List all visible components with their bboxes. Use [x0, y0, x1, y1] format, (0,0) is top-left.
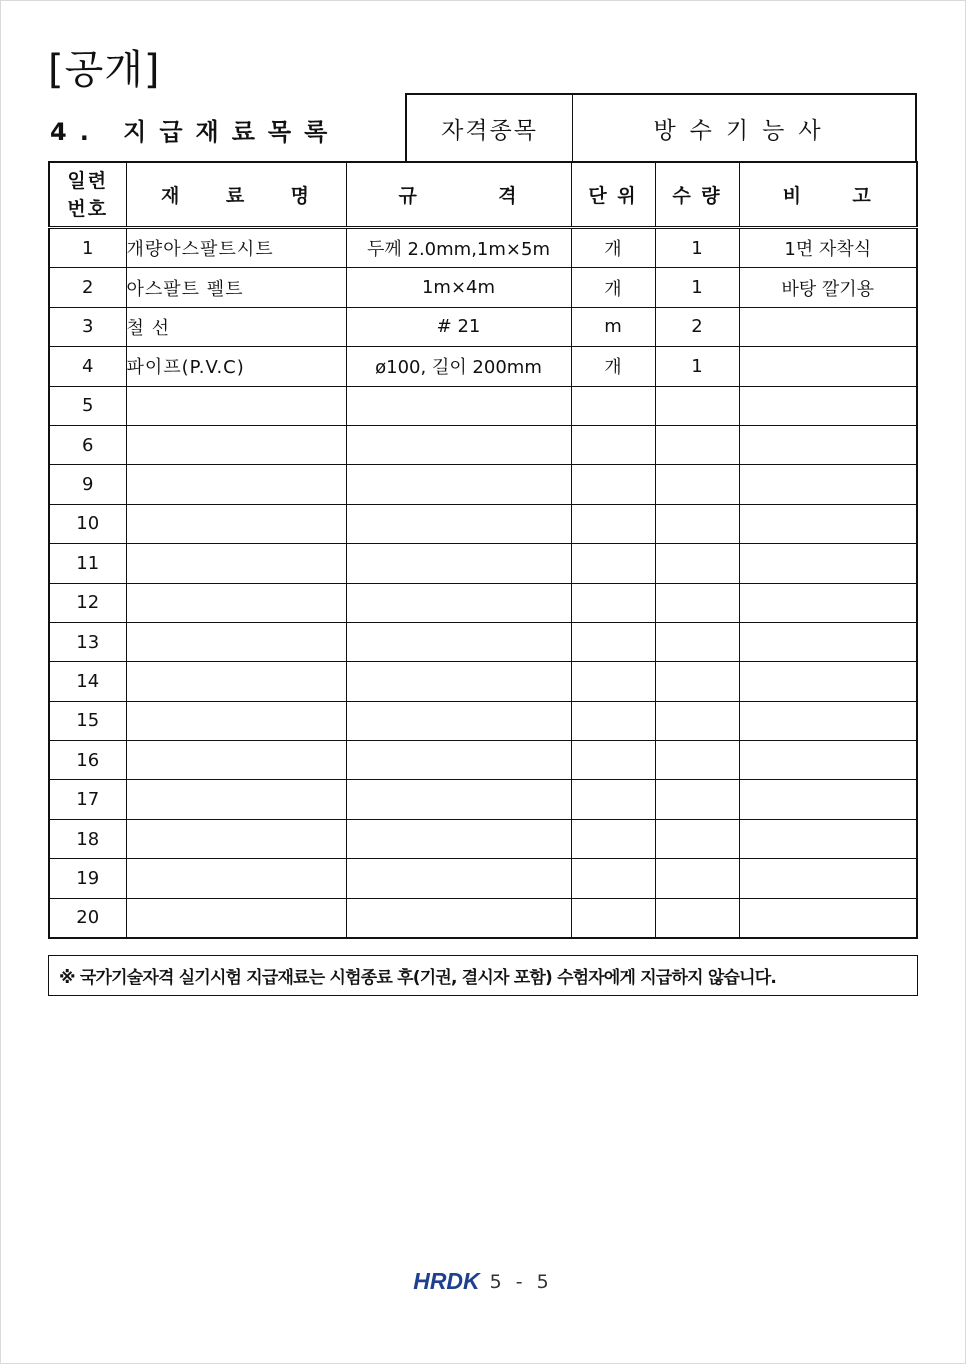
notice-box: ※ 국가기술자격 실기시험 지급재료는 시험종료 후(기권, 결시자 포함) 수험자에게 지급하지 않습니다. — [48, 955, 918, 996]
row-spec — [346, 859, 571, 898]
row-unit: m — [571, 307, 655, 346]
page-number: 5 - 5 — [489, 1270, 553, 1293]
row-serial-no: 4 — [49, 347, 126, 386]
row-material-name: 철 선 — [126, 307, 346, 346]
row-spec — [346, 504, 571, 543]
header-note-part: 비 — [782, 185, 804, 207]
row-material-name: 아스팔트 펠트 — [126, 268, 346, 307]
row-spec — [346, 465, 571, 504]
row-material-name — [126, 701, 346, 740]
table-row — [49, 819, 917, 858]
row-material-name — [126, 819, 346, 858]
row-quantity — [655, 425, 739, 464]
table-row — [49, 465, 917, 504]
row-spec — [346, 780, 571, 819]
row-note — [739, 859, 917, 898]
header-material-name-part: 료 — [225, 185, 247, 207]
row-quantity: 1 — [655, 228, 739, 268]
row-unit — [571, 898, 655, 938]
header-material-name-part: 명 — [290, 185, 311, 207]
row-unit — [571, 504, 655, 543]
row-unit — [571, 662, 655, 701]
row-note — [739, 898, 917, 938]
header-spec-part: 격 — [498, 185, 519, 207]
row-serial-no: 16 — [49, 741, 126, 780]
section-title: 4. 지급재료목록 — [50, 118, 341, 146]
row-spec: # 21 — [346, 307, 571, 346]
header-serial-no-line1: 일련 — [67, 169, 109, 192]
row-quantity: 1 — [655, 347, 739, 386]
row-note — [739, 819, 917, 858]
row-material-name — [126, 465, 346, 504]
row-serial-no: 12 — [49, 583, 126, 622]
row-quantity — [655, 662, 739, 701]
row-quantity — [655, 622, 739, 661]
row-material-name — [126, 425, 346, 464]
row-material-name — [126, 504, 346, 543]
row-spec — [346, 819, 571, 858]
row-spec — [346, 701, 571, 740]
row-spec — [346, 622, 571, 661]
table-row — [49, 859, 917, 898]
row-quantity — [655, 701, 739, 740]
table-row — [49, 347, 917, 386]
row-unit: 개 — [571, 347, 655, 386]
table-row — [49, 741, 917, 780]
row-note: 바탕 깔기용 — [739, 268, 917, 307]
row-unit — [571, 701, 655, 740]
row-unit — [571, 741, 655, 780]
row-quantity — [655, 386, 739, 425]
row-material-name — [126, 544, 346, 583]
row-note — [739, 741, 917, 780]
table-row — [49, 268, 917, 307]
header-spec-part: 규 — [398, 185, 419, 207]
materials-table — [48, 161, 918, 939]
row-material-name — [126, 898, 346, 938]
row-spec — [346, 425, 571, 464]
row-serial-no: 20 — [49, 898, 126, 938]
row-serial-no: 9 — [49, 465, 126, 504]
row-serial-no: 17 — [49, 780, 126, 819]
row-unit: 개 — [571, 268, 655, 307]
row-spec — [346, 741, 571, 780]
table-row — [49, 583, 917, 622]
row-note — [739, 465, 917, 504]
row-quantity: 2 — [655, 307, 739, 346]
row-quantity — [655, 898, 739, 938]
table-body — [49, 228, 917, 939]
row-serial-no: 19 — [49, 859, 126, 898]
header-serial-no-line2: 번호 — [67, 197, 109, 220]
hrdk-logo: HRDK — [413, 1268, 480, 1294]
row-note — [739, 780, 917, 819]
row-serial-no: 10 — [49, 504, 126, 543]
row-note — [739, 347, 917, 386]
row-material-name — [126, 780, 346, 819]
row-serial-no: 13 — [49, 622, 126, 661]
row-material-name — [126, 583, 346, 622]
public-tag: [공개] — [48, 47, 161, 93]
row-note — [739, 425, 917, 464]
row-quantity — [655, 544, 739, 583]
row-serial-no: 11 — [49, 544, 126, 583]
row-serial-no: 14 — [49, 662, 126, 701]
row-serial-no: 18 — [49, 819, 126, 858]
row-quantity — [655, 504, 739, 543]
row-unit — [571, 386, 655, 425]
row-serial-no: 3 — [49, 307, 126, 346]
row-note — [739, 583, 917, 622]
table-row — [49, 662, 917, 701]
row-serial-no: 6 — [49, 425, 126, 464]
row-note — [739, 544, 917, 583]
row-quantity — [655, 741, 739, 780]
row-quantity — [655, 819, 739, 858]
row-note — [739, 662, 917, 701]
row-quantity — [655, 859, 739, 898]
qualification-value: 방수기능사 — [653, 117, 835, 144]
footer — [0, 1268, 966, 1295]
table-row — [49, 622, 917, 661]
table-row — [49, 780, 917, 819]
row-spec — [346, 544, 571, 583]
table-row — [49, 228, 917, 268]
row-material-name — [126, 859, 346, 898]
row-unit — [571, 622, 655, 661]
row-quantity — [655, 780, 739, 819]
table-row — [49, 701, 917, 740]
table-row — [49, 386, 917, 425]
qualification-label: 자격종목 — [407, 95, 573, 161]
row-material-name — [126, 662, 346, 701]
row-unit — [571, 819, 655, 858]
row-unit — [571, 465, 655, 504]
row-note — [739, 622, 917, 661]
table-row — [49, 898, 917, 938]
table-row — [49, 504, 917, 543]
row-unit — [571, 544, 655, 583]
row-note — [739, 701, 917, 740]
row-serial-no: 15 — [49, 701, 126, 740]
row-unit: 개 — [571, 228, 655, 268]
row-unit — [571, 780, 655, 819]
header-spec — [346, 162, 571, 228]
row-note — [739, 504, 917, 543]
qualification-box — [405, 93, 917, 161]
row-spec — [346, 583, 571, 622]
row-quantity — [655, 465, 739, 504]
table-row — [49, 425, 917, 464]
row-spec: 두께 2.0mm,1m×5m — [346, 228, 571, 268]
row-spec — [346, 386, 571, 425]
table-row — [49, 307, 917, 346]
table-header-row — [49, 162, 917, 228]
header-unit: 단 위 — [571, 162, 655, 228]
row-quantity: 1 — [655, 268, 739, 307]
row-note: 1면 자착식 — [739, 228, 917, 268]
row-unit — [571, 425, 655, 464]
header-material-name — [126, 162, 346, 228]
table-row — [49, 544, 917, 583]
row-material-name: 파이프(P.V.C) — [126, 347, 346, 386]
row-serial-no: 5 — [49, 386, 126, 425]
row-note — [739, 386, 917, 425]
header-quantity: 수 량 — [655, 162, 739, 228]
header-note-part: 고 — [852, 185, 873, 207]
row-serial-no: 1 — [49, 228, 126, 268]
header-note — [739, 162, 917, 228]
row-unit — [571, 859, 655, 898]
row-material-name — [126, 622, 346, 661]
row-spec: 1m×4m — [346, 268, 571, 307]
row-spec: ø100, 길이 200mm — [346, 347, 571, 386]
row-serial-no: 2 — [49, 268, 126, 307]
header-serial-no — [49, 162, 126, 228]
row-material-name — [126, 386, 346, 425]
row-unit — [571, 583, 655, 622]
row-quantity — [655, 583, 739, 622]
row-material-name — [126, 741, 346, 780]
row-spec — [346, 898, 571, 938]
row-note — [739, 307, 917, 346]
row-spec — [346, 662, 571, 701]
row-material-name: 개량아스팔트시트 — [126, 228, 346, 268]
header-material-name-part: 재 — [161, 185, 182, 207]
